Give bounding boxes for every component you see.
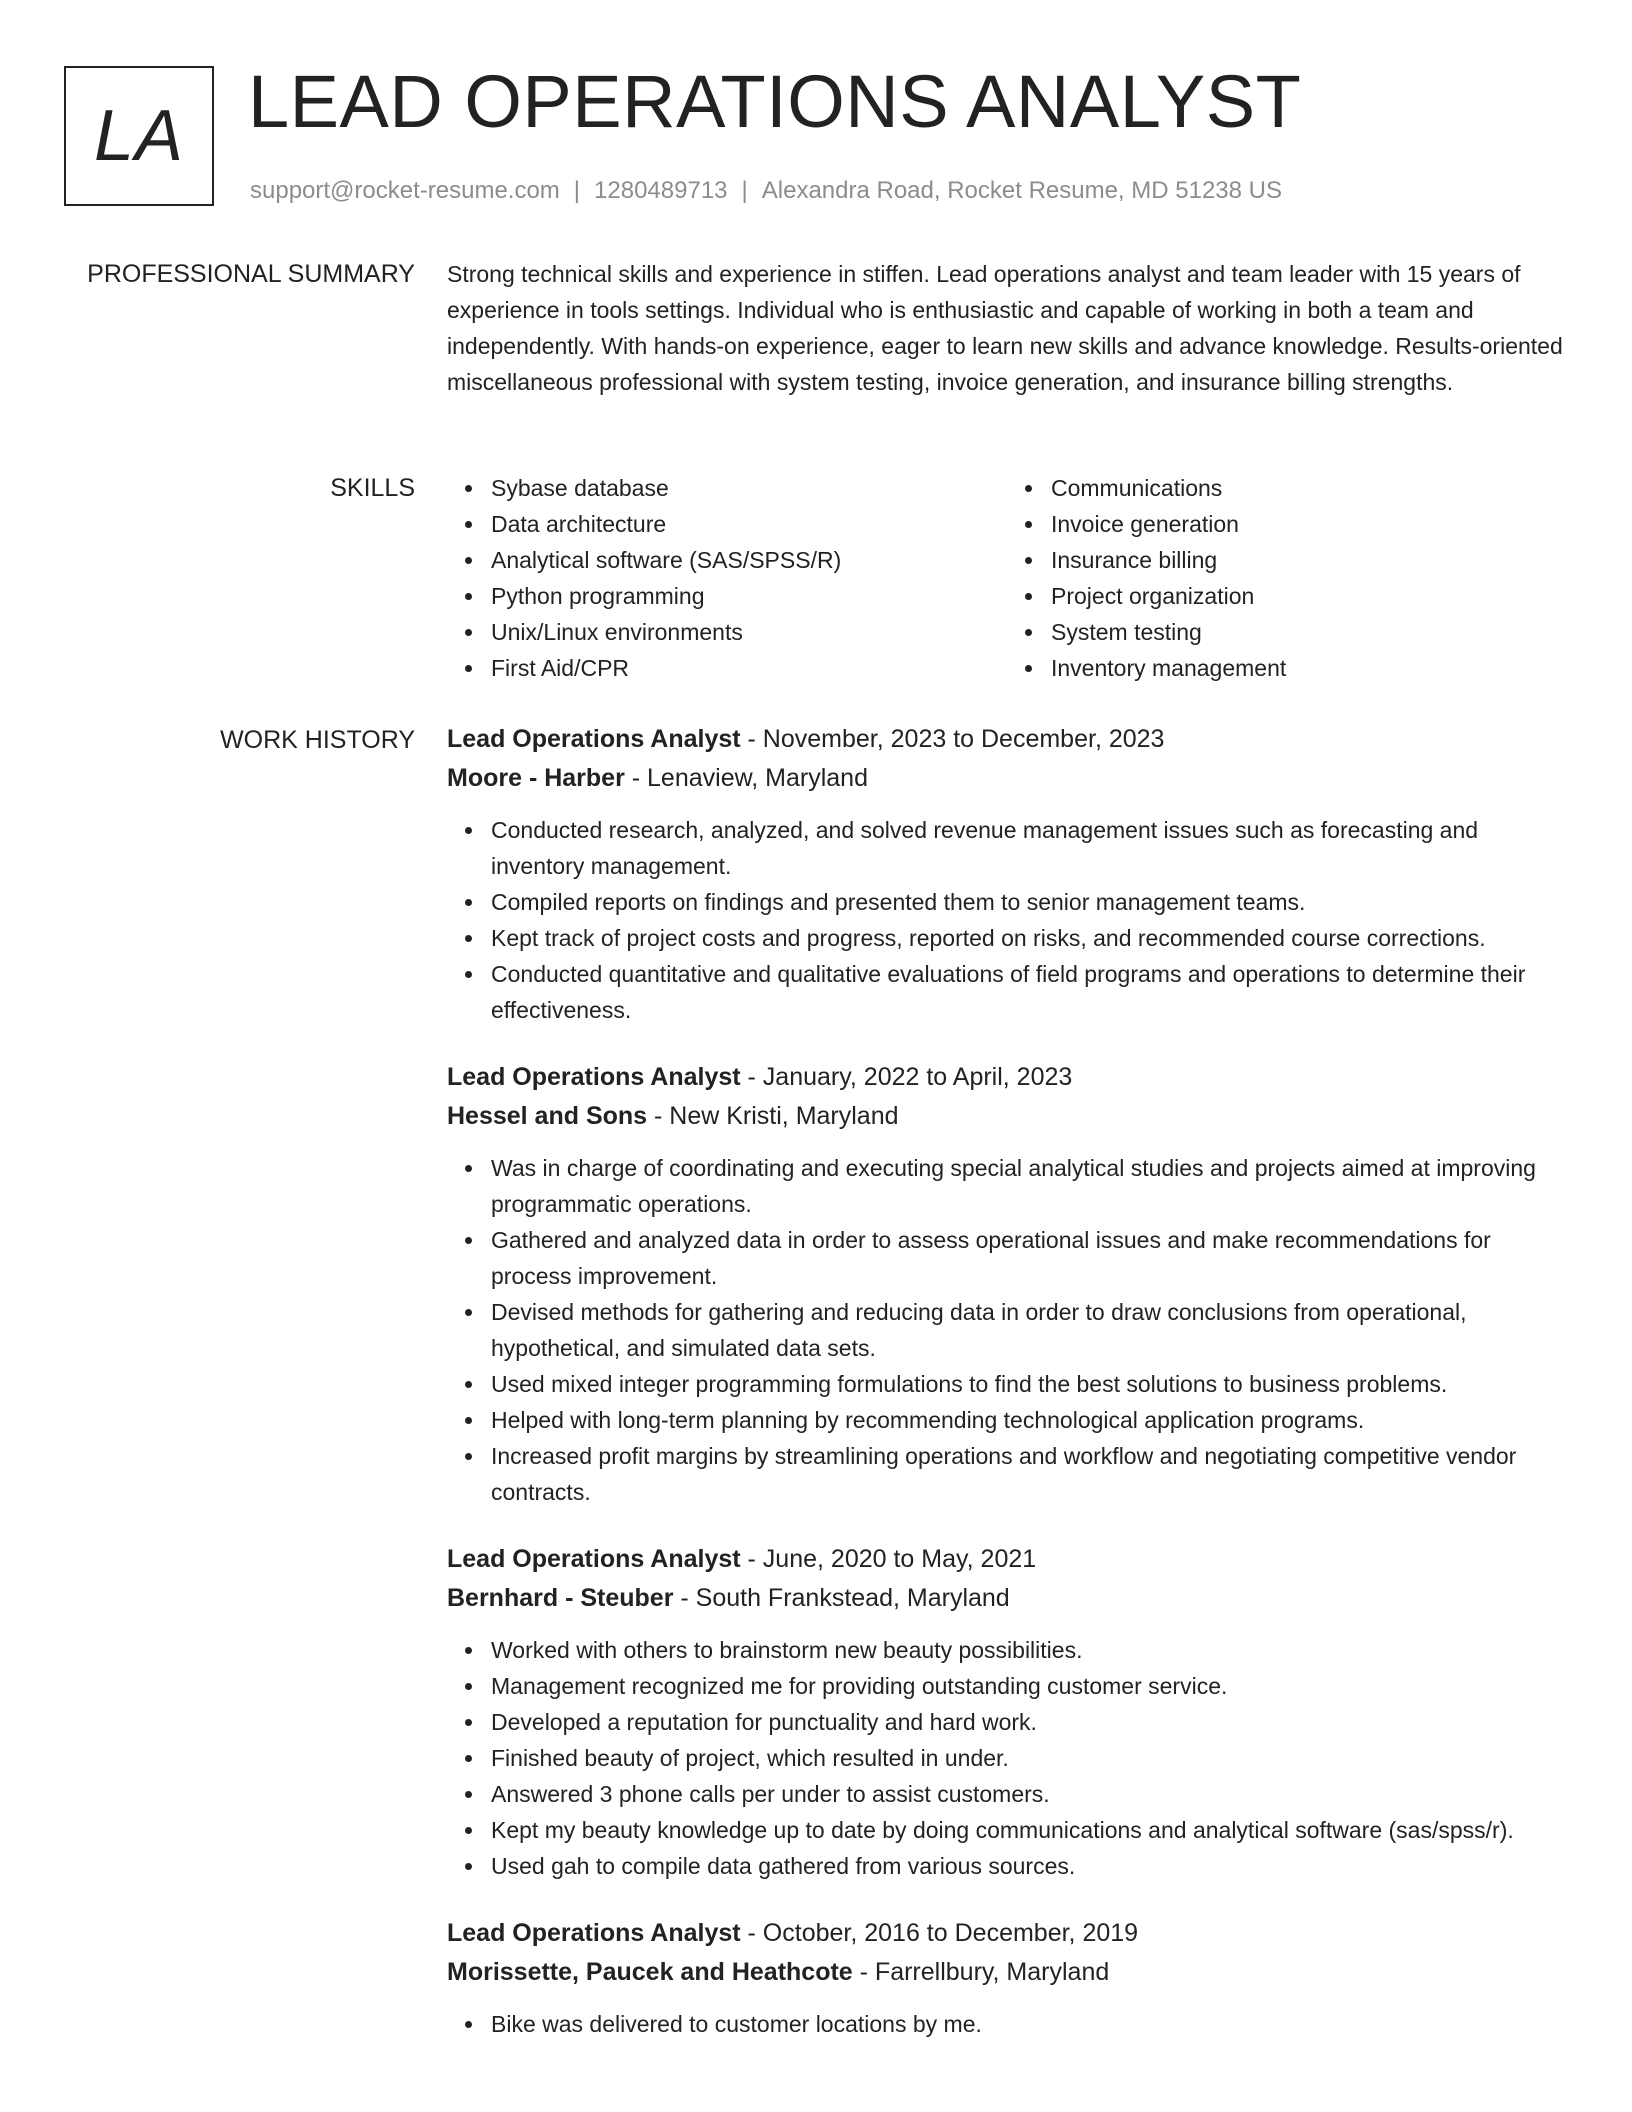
job-location: - Lenaview, Maryland <box>624 764 868 792</box>
skill-item: System testing <box>1051 614 1567 650</box>
skill-item: Python programming <box>491 578 1007 614</box>
job-bullet: Answered 3 phone calls per under to assist customers. <box>491 1776 1567 1812</box>
job-location: - New Kristi, Maryland <box>647 1102 899 1130</box>
skill-item: Insurance billing <box>1051 542 1567 578</box>
job-entry <box>447 720 1567 1028</box>
skill-item: Project organization <box>1051 578 1567 614</box>
job-bullets <box>447 1632 1567 1884</box>
job-title-line <box>447 1914 1567 1953</box>
job-title: Lead Operations Analyst <box>447 1919 741 1947</box>
job-company-line <box>447 1097 1567 1136</box>
contact-separator: | <box>741 177 748 204</box>
job-bullet: Increased profit margins by streamlining operations and workflow and negotiating competitive vendor contracts. <box>491 1438 1567 1510</box>
job-bullet: Conducted research, analyzed, and solved revenue management issues such as forecasting and inventory management. <box>491 812 1567 884</box>
job-company-line <box>447 759 1567 798</box>
skill-item: Invoice generation <box>1051 506 1567 542</box>
skills-list-right <box>1007 470 1567 686</box>
job-dates: - January, 2022 to April, 2023 <box>740 1063 1073 1091</box>
skill-item: First Aid/CPR <box>491 650 1007 686</box>
job-company-line <box>447 1953 1567 1992</box>
job-entry <box>447 1540 1567 1884</box>
skills-heading: SKILLS <box>330 474 415 502</box>
job-title: Lead Operations Analyst <box>447 725 741 753</box>
skill-item: Sybase database <box>491 470 1007 506</box>
page-title: LEAD OPERATIONS ANALYST <box>248 60 1302 143</box>
job-title-line <box>447 1540 1567 1579</box>
job-bullet: Kept my beauty knowledge up to date by doing communications and analytical software (sas/spss/r). <box>491 1812 1567 1848</box>
job-location: - Farrellbury, Maryland <box>852 1958 1110 1986</box>
contact-line <box>250 174 1282 208</box>
job-bullets <box>447 812 1567 1028</box>
job-bullet: Compiled reports on findings and presented them to senior management teams. <box>491 884 1567 920</box>
contact-address: Alexandra Road, Rocket Resume, MD 51238 US <box>761 177 1283 204</box>
work-history-body <box>447 720 1567 2072</box>
job-bullet: Used mixed integer programming formulations to find the best solutions to business problems. <box>491 1366 1567 1402</box>
job-company: Moore - Harber <box>447 764 625 792</box>
work-history-heading: WORK HISTORY <box>220 726 415 754</box>
job-title-line <box>447 720 1567 759</box>
job-bullet: Was in charge of coordinating and executing special analytical studies and projects aimed at improving programmatic operations. <box>491 1150 1567 1222</box>
job-entry <box>447 1058 1567 1510</box>
skill-item: Data architecture <box>491 506 1007 542</box>
job-entry <box>447 1914 1567 2042</box>
job-bullet: Worked with others to brainstorm new beauty possibilities. <box>491 1632 1567 1668</box>
job-dates: - October, 2016 to December, 2019 <box>740 1919 1139 1947</box>
job-dates: - November, 2023 to December, 2023 <box>740 725 1165 753</box>
job-bullet: Bike was delivered to customer locations by me. <box>491 2006 1567 2042</box>
skills-body <box>447 470 1567 686</box>
job-company-line <box>447 1579 1567 1618</box>
contact-email[interactable]: support@rocket-resume.com <box>250 177 560 204</box>
job-bullet: Devised methods for gathering and reducing data in order to draw conclusions from operational, hypothetical, and simulated data sets. <box>491 1294 1567 1366</box>
monogram-box <box>64 66 214 206</box>
job-company: Hessel and Sons <box>447 1102 648 1130</box>
job-bullet: Management recognized me for providing outstanding customer service. <box>491 1668 1567 1704</box>
summary-heading: PROFESSIONAL SUMMARY <box>87 260 415 288</box>
job-bullets <box>447 1150 1567 1510</box>
job-bullet: Conducted quantitative and qualitative evaluations of field programs and operations to determine their effectiveness. <box>491 956 1567 1028</box>
job-bullets <box>447 2006 1567 2042</box>
job-bullet: Kept track of project costs and progress, reported on risks, and recommended course corrections. <box>491 920 1567 956</box>
summary-body <box>447 256 1567 400</box>
skill-item: Inventory management <box>1051 650 1567 686</box>
job-company: Bernhard - Steuber <box>447 1584 674 1612</box>
contact-separator: | <box>573 177 581 204</box>
job-company: Morissette, Paucek and Heathcote <box>447 1958 853 1986</box>
skill-item: Analytical software (SAS/SPSS/R) <box>491 542 1007 578</box>
job-bullet: Finished beauty of project, which resulted in under. <box>491 1740 1567 1776</box>
skills-list-left <box>447 470 1007 686</box>
job-title: Lead Operations Analyst <box>447 1063 741 1091</box>
job-bullet: Used gah to compile data gathered from various sources. <box>491 1848 1567 1884</box>
monogram-initials: LA <box>93 96 185 176</box>
job-dates: - June, 2020 to May, 2021 <box>740 1545 1037 1573</box>
job-bullet: Developed a reputation for punctuality and hard work. <box>491 1704 1567 1740</box>
skill-item: Unix/Linux environments <box>491 614 1007 650</box>
job-bullet: Gathered and analyzed data in order to assess operational issues and make recommendations for process improvement. <box>491 1222 1567 1294</box>
job-location: - South Frankstead, Maryland <box>673 1584 1010 1612</box>
job-bullet: Helped with long-term planning by recommending technological application programs. <box>491 1402 1567 1438</box>
skill-item: Communications <box>1051 470 1567 506</box>
job-title: Lead Operations Analyst <box>447 1545 741 1573</box>
contact-phone[interactable]: 1280489713 <box>594 177 728 204</box>
summary-text: Strong technical skills and experience in stiffen. Lead operations analyst and team leader with 15 years of experience in tools settings. Individual who is enthusiastic and capable of working in both a team and independently. With hands-on experience, eager to learn new skills and advance knowledge. Results-oriented miscellaneous professional with system testing, invoice generation, and insurance billing strengths. <box>447 261 1563 395</box>
job-title-line <box>447 1058 1567 1097</box>
